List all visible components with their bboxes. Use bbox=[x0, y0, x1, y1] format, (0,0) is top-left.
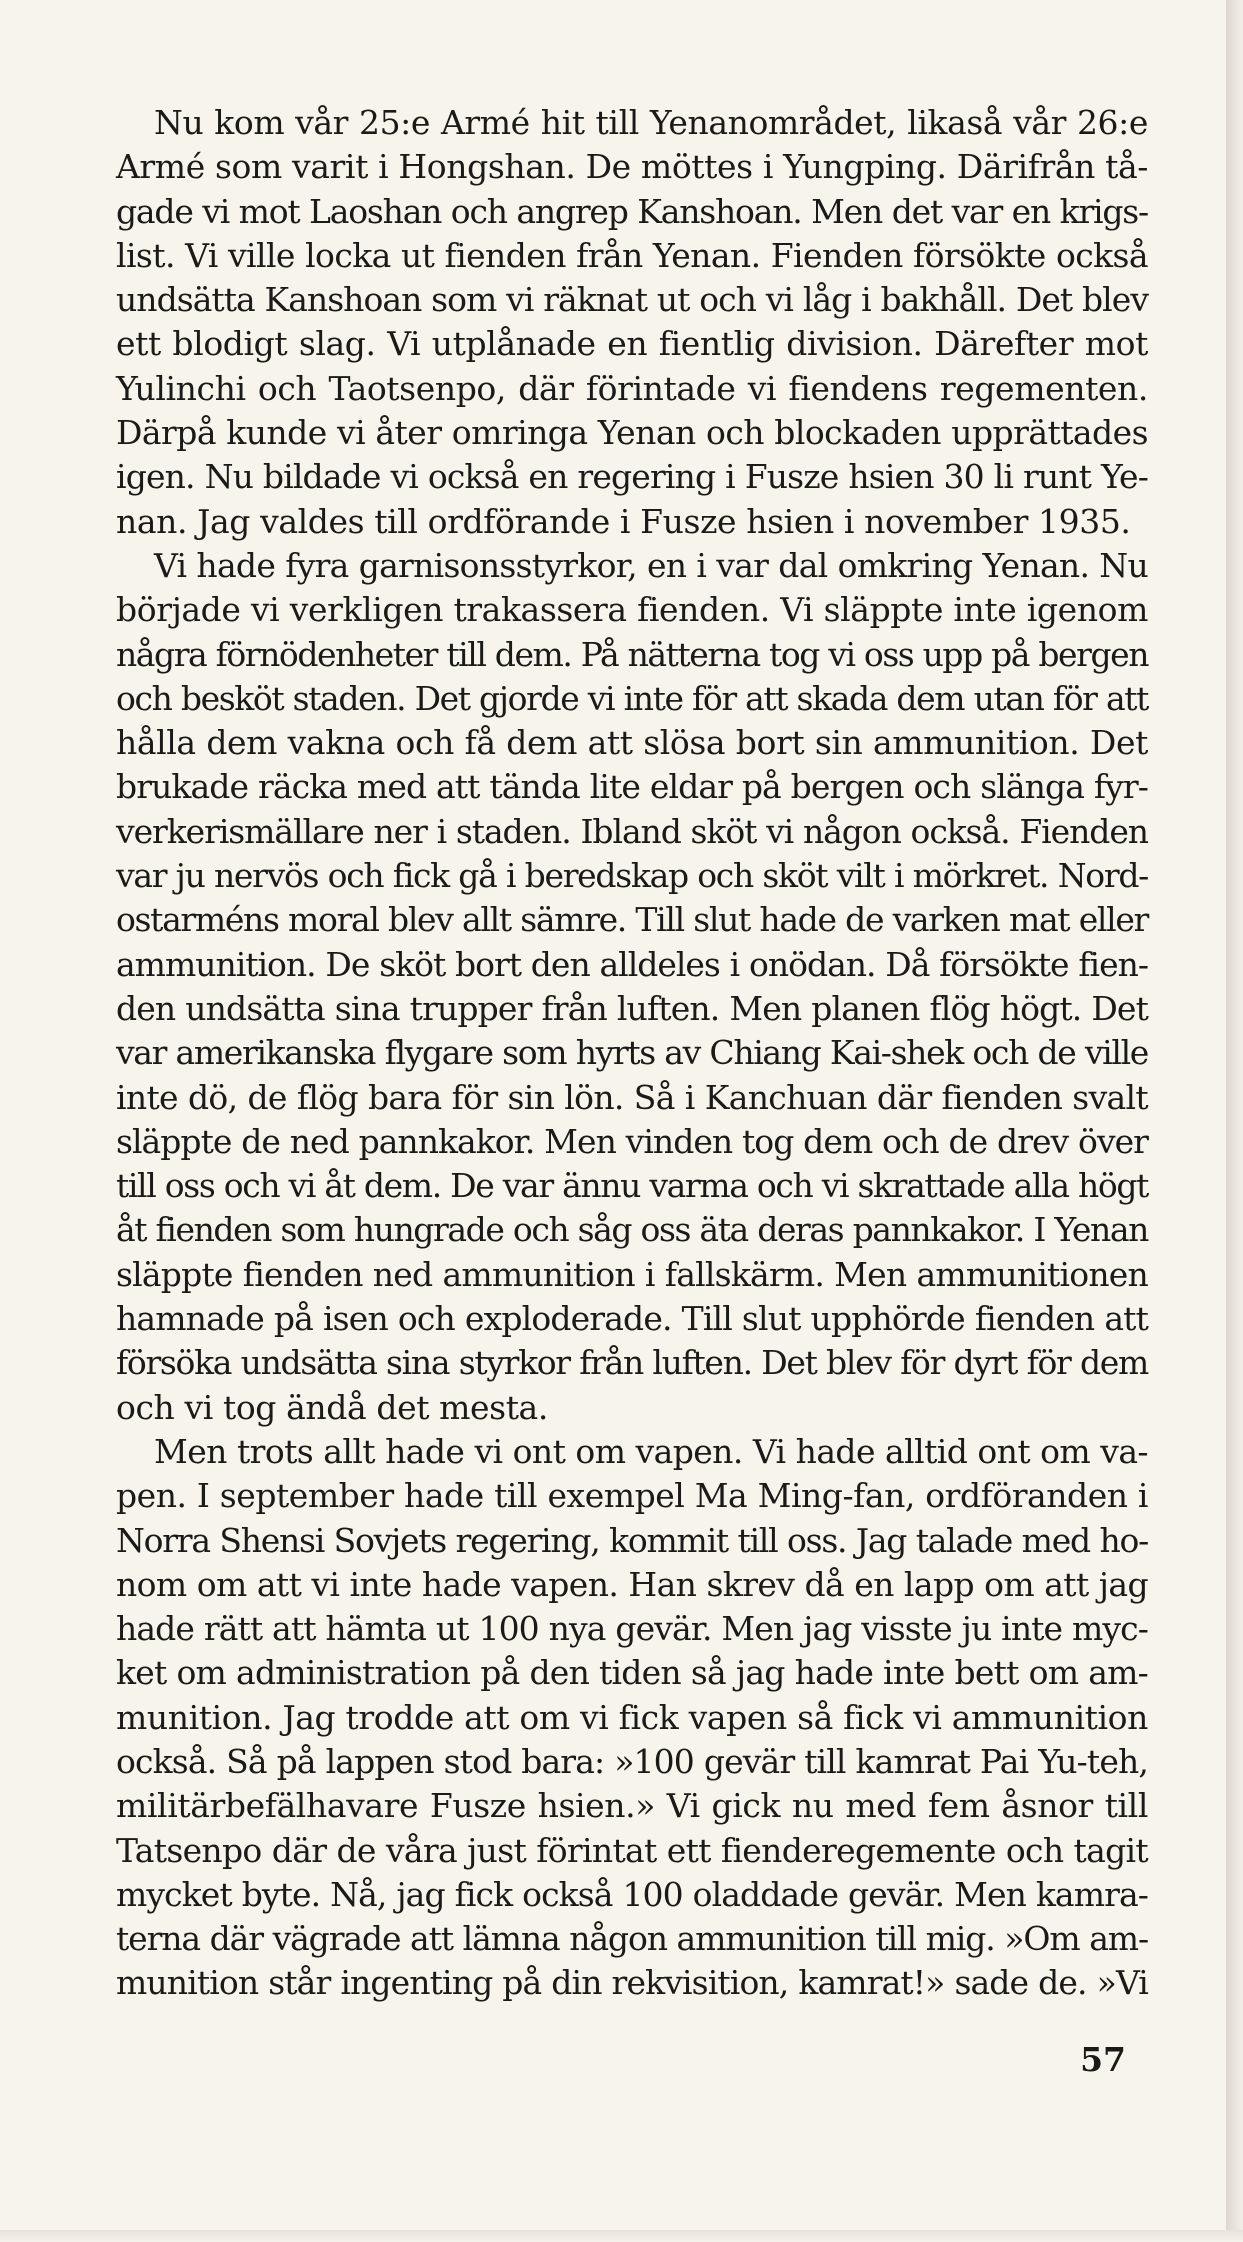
text-line: mycket byte. Nå, jag fick också 100 oladdade gevär. Men kamra- bbox=[116, 1874, 1148, 1914]
text-line: inte dö, de flög bara för sin lön. Så i Kanchuan där fienden svalt bbox=[116, 1077, 1148, 1117]
text-line: brukade räcka med att tända lite eldar på bergen och slänga fyr- bbox=[116, 767, 1148, 807]
text-line: igen. Nu bildade vi också en regering i Fusze hsien 30 li runt Ye- bbox=[116, 457, 1148, 497]
text-line: åt fienden som hungrade och såg oss äta deras pannkakor. I Yenan bbox=[116, 1210, 1148, 1250]
text-line: militärbefälhavare Fusze hsien.» Vi gick nu med fem åsnor till bbox=[116, 1786, 1148, 1826]
text-line: också. Så på lappen stod bara: »100 gevär till kamrat Pai Yu-teh, bbox=[116, 1741, 1148, 1781]
text-line: Tatsenpo där de våra just förintat ett fienderegemente och tagit bbox=[116, 1830, 1148, 1870]
text-line: hade rätt att hämta ut 100 nya gevär. Men jag visste ju inte myc- bbox=[116, 1609, 1148, 1649]
text-line: munition. Jag trodde att om vi fick vapen så fick vi ammunition bbox=[116, 1697, 1148, 1737]
text-line: hamnade på isen och exploderade. Till slut upphörde fienden att bbox=[116, 1299, 1148, 1339]
text-line: var amerikanska flygare som hyrts av Chiang Kai-shek och de ville bbox=[116, 1033, 1148, 1073]
text-line: Men trots allt hade vi ont om vapen. Vi hade alltid ont om va- bbox=[154, 1431, 1148, 1471]
text-line: ett blodigt slag. Vi utplånade en fientlig division. Därefter mot bbox=[116, 324, 1148, 364]
text-line: började vi verkligen trakassera fienden. Vi släppte inte igenom bbox=[116, 590, 1148, 630]
text-line: var ju nervös och fick gå i beredskap och sköt vilt i mörkret. Nord- bbox=[116, 856, 1148, 896]
text-line: Yulinchi och Taotsenpo, där förintade vi fiendens regementen. bbox=[116, 368, 1148, 408]
page-edge bbox=[1226, 0, 1243, 2242]
text-line: pen. I september hade till exempel Ma Ming-fan, ordföranden i bbox=[116, 1476, 1148, 1516]
text-line: Därpå kunde vi åter omringa Yenan och blockaden upprättades bbox=[116, 413, 1148, 453]
text-line: några förnödenheter till dem. På nätterna tog vi oss upp på bergen bbox=[116, 634, 1148, 674]
text-line: försöka undsätta sina styrkor från luften. Det blev för dyrt för dem bbox=[116, 1343, 1148, 1383]
text-line: Norra Shensi Sovjets regering, kommit till oss. Jag talade med ho- bbox=[116, 1520, 1148, 1560]
text-line: ostarméns moral blev allt sämre. Till slut hade de varken mat eller bbox=[116, 900, 1148, 940]
text-line: list. Vi ville locka ut fienden från Yenan. Fienden försökte också bbox=[116, 235, 1148, 275]
text-line: och vi tog ändå det mesta. bbox=[116, 1387, 548, 1427]
text-line: släppte de ned pannkakor. Men vinden tog dem och de drev över bbox=[116, 1121, 1148, 1161]
text-line: Nu kom vår 25:e Armé hit till Yenanområdet, likaså vår 26:e bbox=[154, 103, 1148, 142]
text-line: undsätta Kanshoan som vi räknat ut och vi låg i bakhåll. Det blev bbox=[116, 280, 1148, 320]
text-line: nom om att vi inte hade vapen. Han skrev då en lapp om att jag bbox=[116, 1564, 1148, 1604]
text-line: Vi hade fyra garnisonsstyrkor, en i var dal omkring Yenan. Nu bbox=[154, 545, 1148, 585]
text-line: ammunition. De sköt bort den alldeles i onödan. Då försökte fien- bbox=[116, 944, 1148, 984]
body-text bbox=[116, 101, 1148, 2006]
page-bottom-edge bbox=[0, 2230, 1243, 2242]
text-line: den undsätta sina trupper från luften. Men planen flög högt. Det bbox=[116, 988, 1148, 1028]
text-line: gade vi mot Laoshan och angrep Kanshoan. Men det var en krigs- bbox=[116, 191, 1148, 231]
text-line: släppte fienden ned ammunition i fallskärm. Men ammunitionen bbox=[116, 1254, 1148, 1294]
text-line: och besköt staden. Det gjorde vi inte för att skada dem utan för att bbox=[116, 678, 1148, 718]
text-line: munition står ingenting på din rekvisition, kamrat!» sade de. »Vi bbox=[116, 1963, 1148, 2003]
text-line: terna där vägrade att lämna någon ammunition till mig. »Om am- bbox=[116, 1919, 1148, 1959]
text-line: Armé som varit i Hongshan. De möttes i Yungping. Därifrån tå- bbox=[116, 147, 1148, 187]
text-line: till oss och vi åt dem. De var ännu varma och vi skrattade alla högt bbox=[116, 1166, 1148, 1206]
page-number: 57 bbox=[1080, 2040, 1126, 2079]
text-line: ket om administration på den tiden så jag hade inte bett om am- bbox=[116, 1653, 1148, 1693]
text-line: hålla dem vakna och få dem att slösa bort sin ammunition. Det bbox=[116, 723, 1148, 763]
text-line: verkerismällare ner i staden. Ibland sköt vi någon också. Fienden bbox=[116, 811, 1148, 851]
text-line: nan. Jag valdes till ordförande i Fusze hsien i november 1935. bbox=[116, 501, 1131, 541]
